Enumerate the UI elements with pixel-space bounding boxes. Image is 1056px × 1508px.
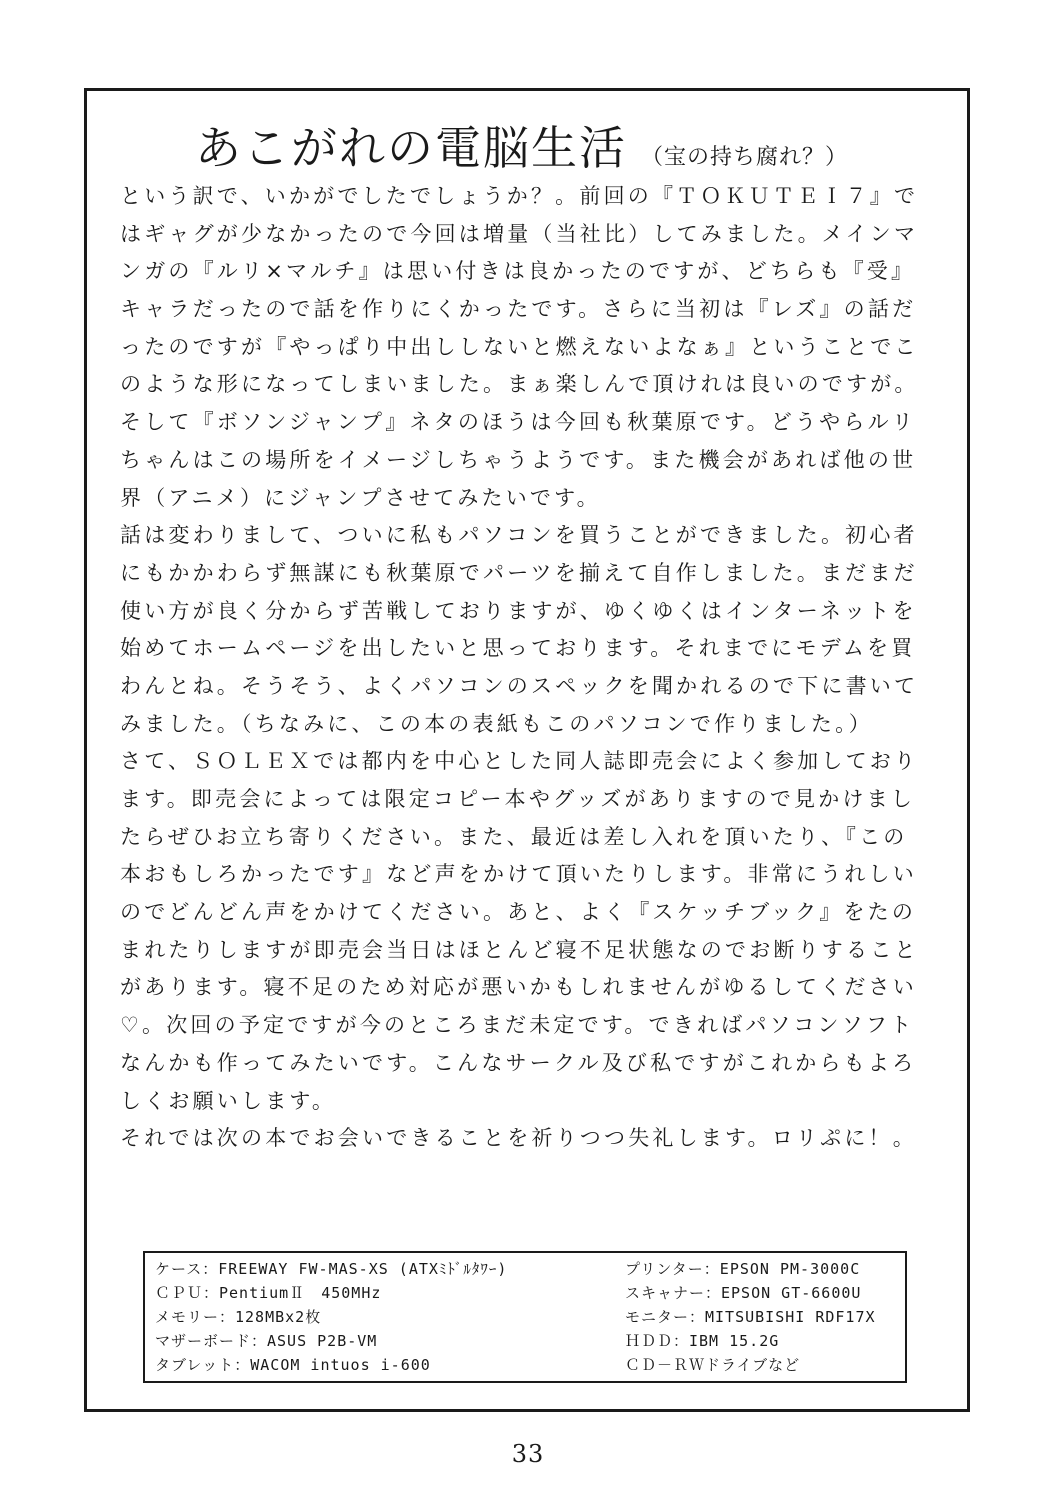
body-text — [120, 178, 940, 1158]
spec-item: マザーボード：ASUS P2B-VM — [155, 1332, 378, 1350]
text-line: 界（アニメ）にジャンプさせてみたいです。 — [120, 485, 601, 510]
text-line: のような形になってしまいました。まぁ楽しんで頂けれは良いのですが。 — [120, 372, 919, 397]
text-line: そして『ボソンジャンプ』ネタのほうは今回も秋葉原です。どうやらルリ — [120, 410, 916, 435]
spec-item: メモリー：128MBx2枚 — [155, 1308, 322, 1326]
subtitle-text: （宝の持ち腐れ？） — [641, 145, 849, 170]
text-line: 使い方が良く分からず苦戦しておりますが、ゆくゆくはインターネットを — [120, 598, 917, 623]
title-text: あこがれの電脳生活 — [195, 121, 627, 175]
text-line: みました。（ちなみに、この本の表紙もこのパソコンで作りました。） — [120, 711, 873, 736]
specs-left-column — [155, 1257, 507, 1377]
spec-item: ＨＤＤ：IBM 15.2G — [625, 1332, 780, 1350]
text-line: ったのですが『やっぱり中出ししないと燃えないよなぁ』ということでこ — [120, 334, 919, 359]
text-line: 本おもしろかったです』など声をかけて頂いたりします。非常にうれしい — [120, 862, 917, 887]
spec-item: ＣＰＵ：PentiumⅡ 450MHz — [155, 1284, 382, 1302]
spec-item: ＣＤ－ＲＷドライブなど — [625, 1356, 801, 1374]
text-line: があります。寝不足のため対応が悪いかもしれませんがゆるしてください — [120, 975, 917, 1000]
spec-item: ケース：FREEWAY FW-MAS-XS (ATXﾐﾄﾞﾙﾀﾜｰ) — [155, 1260, 508, 1278]
spec-item: スキャナー：EPSON GT-6600U — [625, 1284, 862, 1302]
text-line: ♡。次回の予定ですが今のところまだ未定です。できればパソコンソフト — [120, 1013, 915, 1038]
text-line: ます。即売会によっては限定コピー本やグッズがありますので見かけまし — [120, 787, 916, 811]
text-line: たらぜひお立ち寄りください。また、最近は差し入れを頂いたり、『この — [120, 824, 908, 849]
page-title — [195, 112, 848, 178]
text-line: さて、ＳＯＬＥＸでは都内を中心とした同人誌即売会によく参加しており — [120, 749, 919, 774]
text-line: はギャグが少なかったので今回は増量（当社比）してみました。メインマ — [120, 221, 919, 246]
text-line: わんとね。そうそう、よくパソコンのスペックを聞かれるので下に書いて — [120, 673, 919, 698]
spec-item: モニター：MITSUBISHI RDF17X — [625, 1308, 876, 1326]
text-line: 話は変わりまして、ついに私もパソコンを買うことができました。初心者 — [120, 523, 918, 548]
spec-item: プリンター：EPSON PM-3000C — [625, 1260, 861, 1278]
text-line: 始めてホームページを出したいと思っております。それまでにモデムを買 — [120, 636, 916, 661]
text-line: にもかかわらず無謀にも秋葉原でパーツを揃えて自作しました。まだまだ — [120, 560, 918, 585]
text-line: しくお願いします。 — [120, 1088, 337, 1113]
text-line: のでどんどん声をかけてください。あと、よく『スケッチブック』をたの — [120, 900, 917, 925]
page-number: 33 — [511, 1440, 545, 1468]
text-line: キャラだったので話を作りにくかったです。さらに当初は『レズ』の話だ — [120, 297, 917, 322]
text-line: まれたりしますが即売会当日はほとんど寝不足状態なのでお断りすること — [120, 937, 919, 962]
text-line: ちゃんはこの場所をイメージしちゃうようです。また機会があれば他の世 — [120, 447, 917, 472]
text-line: ンガの『ルリ×マルチ』は思い付きは良かったのですが、どちらも『受』 — [120, 259, 916, 284]
specs-box — [143, 1251, 907, 1383]
text-line: それでは次の本でお会いできることを祈りつつ失礼します。ロリぷに！。 — [120, 1126, 917, 1151]
specs-right-column — [625, 1257, 876, 1377]
text-line: という訳で、いかがでしたでしょうか？。前回の『ＴＯＫＵＴＥＩ７』で — [120, 184, 919, 208]
spec-item: タブレット：WACOM intuos i-600 — [155, 1356, 431, 1374]
text-line: なんかも作ってみたいです。こんなサークル及び私ですがこれからもよろ — [120, 1050, 917, 1075]
